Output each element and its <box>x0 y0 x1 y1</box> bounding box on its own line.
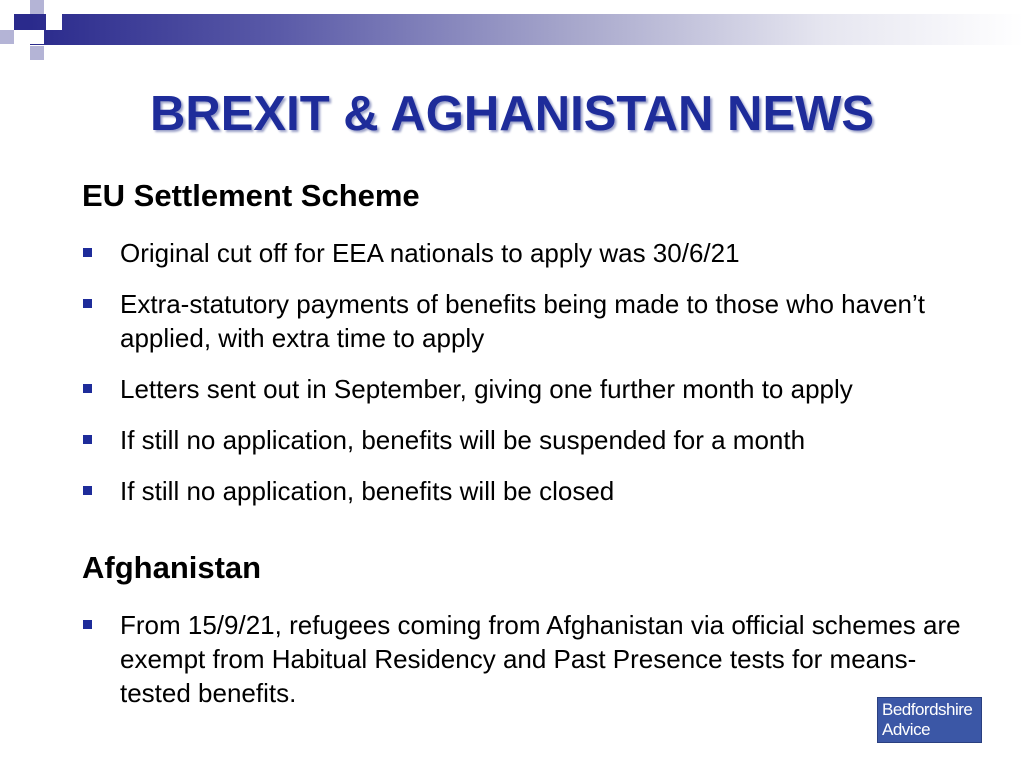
decor-square <box>46 14 62 30</box>
bullet-text: Original cut off for EEA nationals to apply was 30/6/21 <box>120 238 740 268</box>
bedfordshire-advice-forum-logo <box>877 697 982 759</box>
list-item <box>82 287 982 355</box>
section-heading-afghanistan: Afghanistan <box>82 550 262 585</box>
list-item <box>82 372 982 406</box>
decor-square <box>30 0 44 14</box>
bullet-square-icon <box>83 486 92 495</box>
section-heading-eu-settlement: EU Settlement Scheme <box>82 178 420 213</box>
list-item <box>82 423 982 457</box>
decor-square <box>30 30 44 44</box>
list-item <box>82 608 982 710</box>
bullet-text: If still no application, benefits will be suspended for a month <box>120 425 806 455</box>
bullet-square-icon <box>83 620 92 629</box>
bullet-text: Letters sent out in September, giving one further month to apply <box>120 374 853 404</box>
bullet-text: If still no application, benefits will be closed <box>120 476 615 506</box>
bullet-square-icon <box>83 384 92 393</box>
bullet-text: From 15/9/21, refugees coming from Afghanistan via official schemes are exempt from Habitual Residency and Past Presence tests for means-tested benefits. <box>120 610 961 708</box>
header-gradient-bar <box>30 14 1024 45</box>
list-item <box>82 474 982 508</box>
afghanistan-bullet-list <box>82 608 982 727</box>
bullet-square-icon <box>83 435 92 444</box>
decor-square <box>14 14 30 30</box>
slide-title: BREXIT & AGHANISTAN NEWS <box>149 87 875 141</box>
bullet-text: Extra-statutory payments of benefits being made to those who haven’t applied, with extra time to apply <box>120 289 926 353</box>
decor-square <box>30 46 44 60</box>
list-item <box>82 236 982 270</box>
bullet-square-icon <box>83 299 92 308</box>
logo-line-2: Advice Forum <box>882 720 931 759</box>
decor-square <box>62 0 76 14</box>
eu-settlement-bullet-list <box>82 236 982 525</box>
logo-line-1: Bedfordshire <box>882 700 973 719</box>
decor-square <box>0 30 14 44</box>
bullet-square-icon <box>83 248 92 257</box>
